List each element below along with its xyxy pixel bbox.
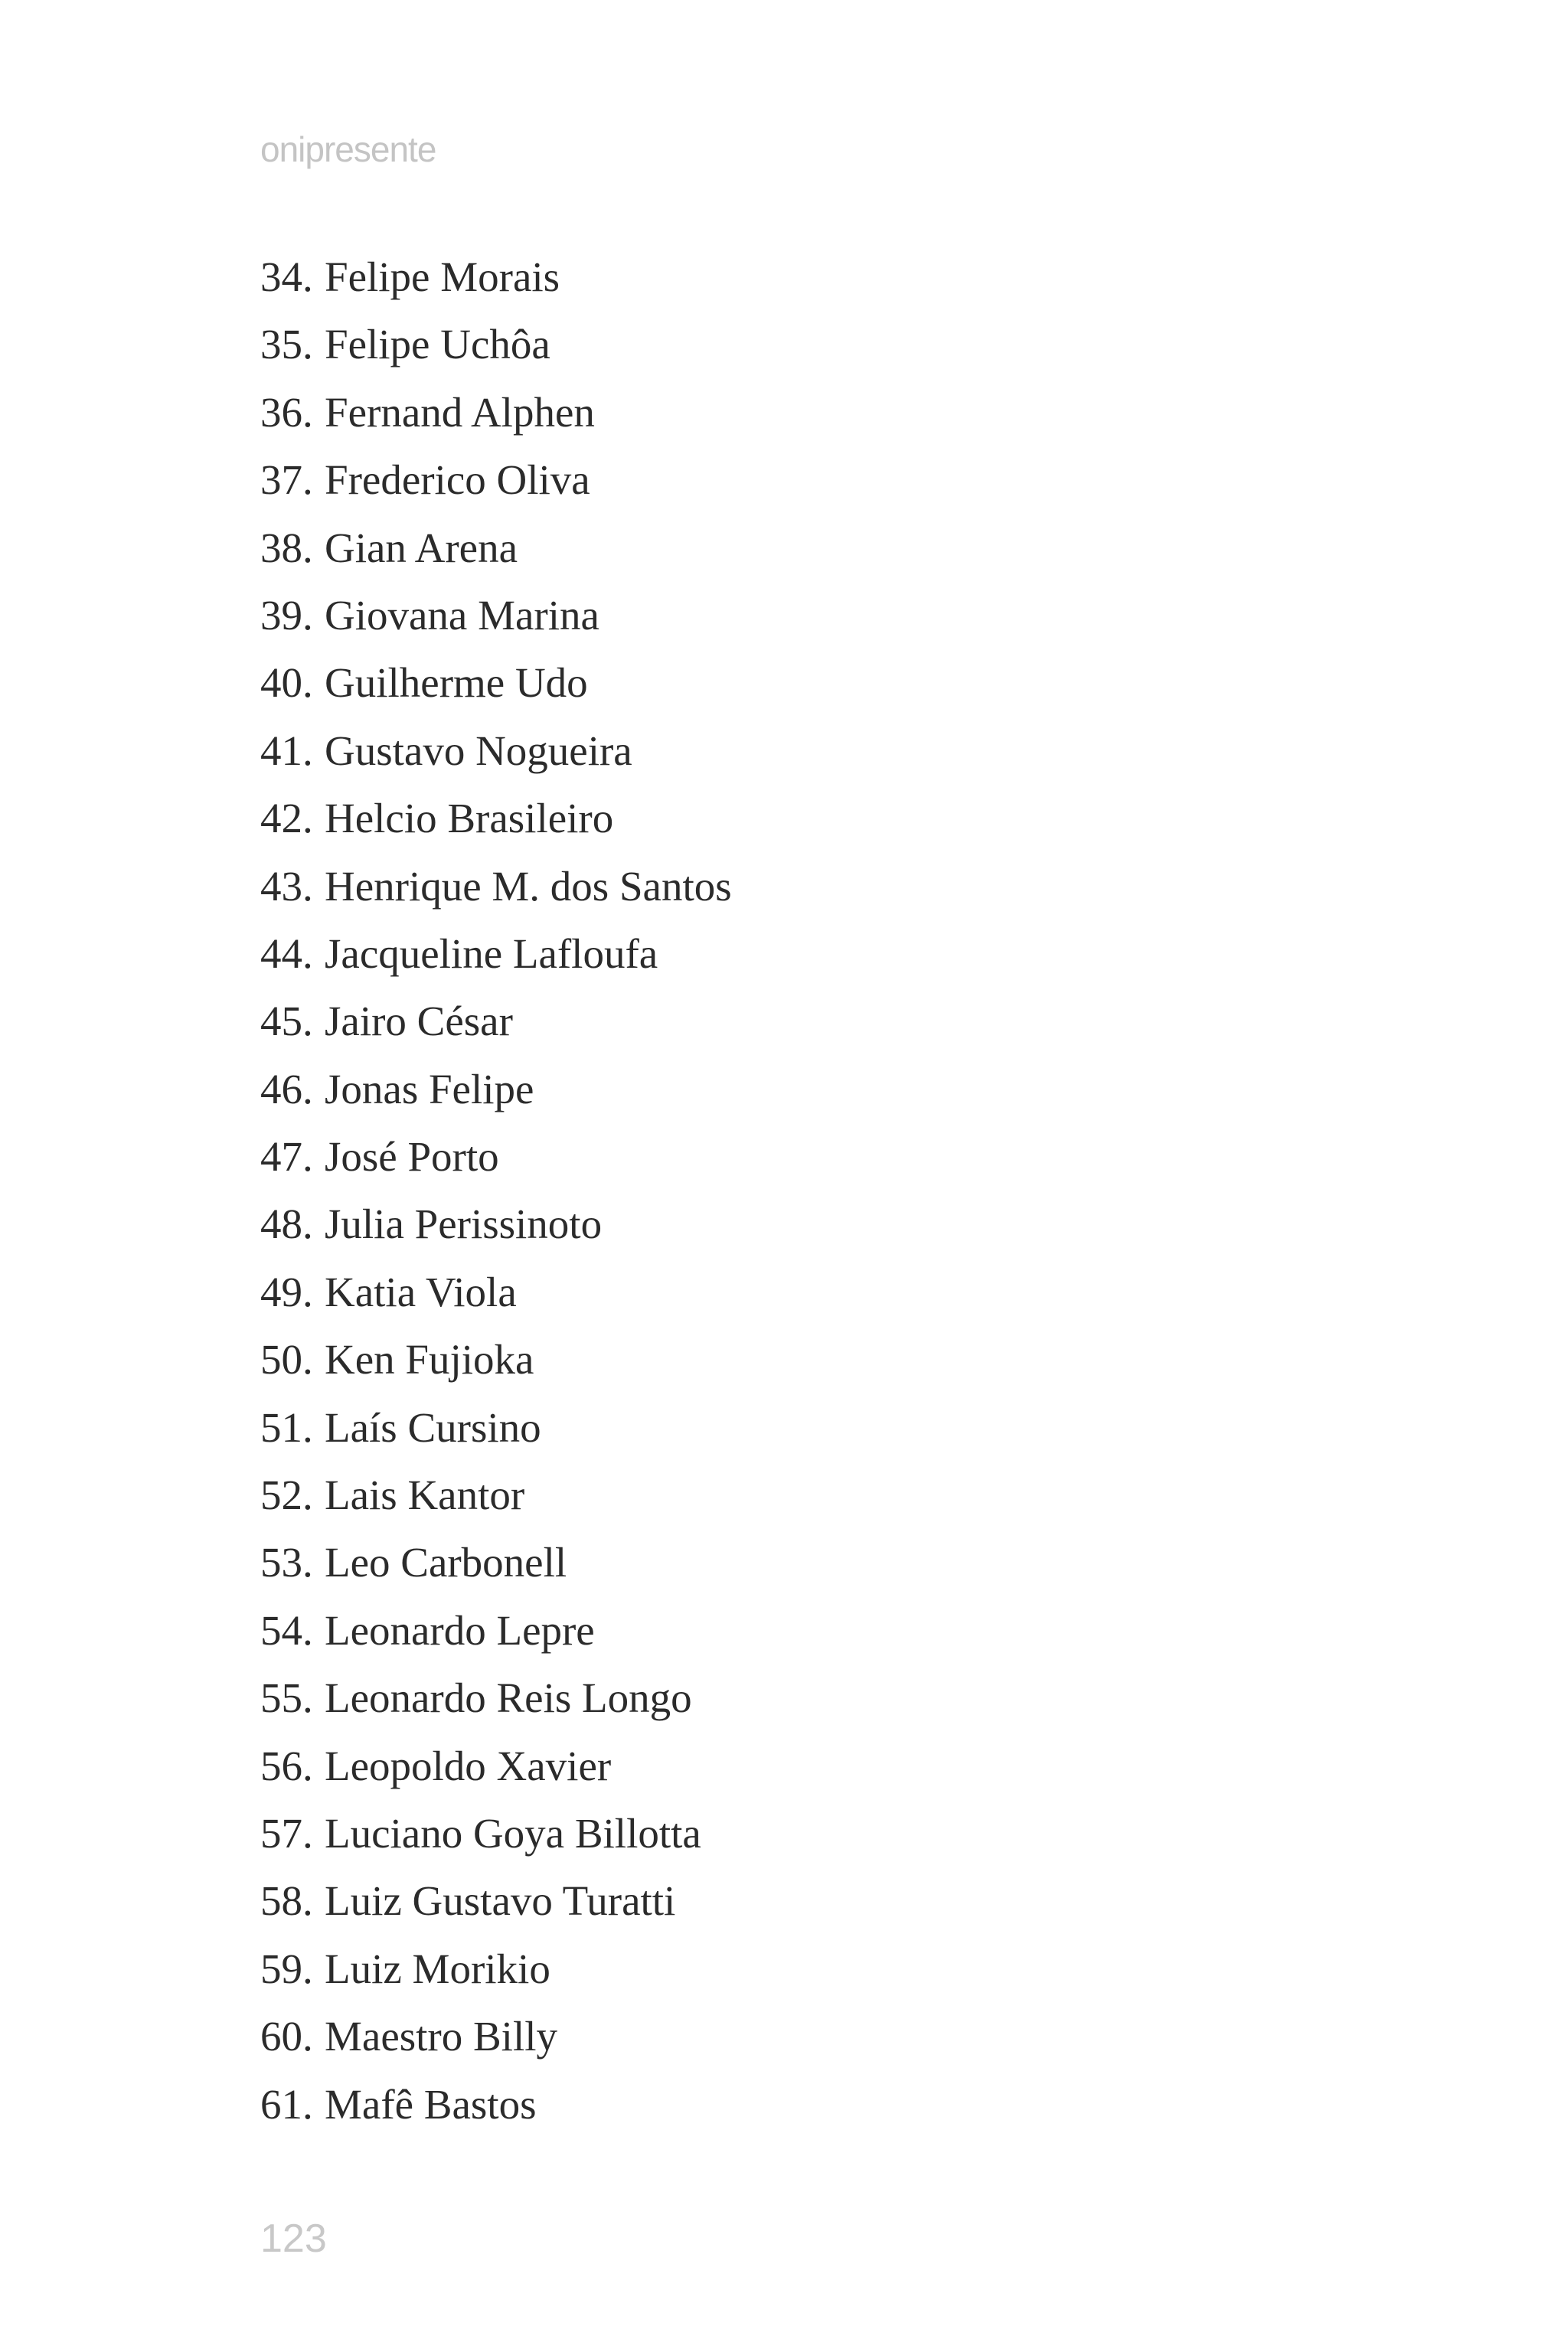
list-item-number: 51. (260, 1403, 313, 1451)
list-item-name: Henrique M. dos Santos (325, 862, 732, 910)
list-item (260, 1606, 732, 1674)
list-item-number: 35. (260, 321, 313, 368)
list-item-name: Helcio Brasileiro (325, 795, 614, 842)
list-item (260, 1538, 732, 1606)
list-item-name: Leo Carbonell (325, 1539, 567, 1586)
list-item (260, 1268, 732, 1335)
list-item-name: Felipe Morais (325, 253, 560, 300)
list-item (260, 1335, 732, 1403)
list-item-name: Laís Cursino (325, 1403, 541, 1451)
list-item-name: Mafê Bastos (325, 2080, 537, 2128)
list-item-number: 40. (260, 659, 313, 707)
list-item-number: 54. (260, 1606, 313, 1654)
list-item-name: Luiz Gustavo Turatti (325, 1877, 676, 1925)
list-item-number: 42. (260, 795, 313, 842)
list-item (260, 1200, 732, 1267)
list-item-number: 43. (260, 862, 313, 910)
list-item-number: 55. (260, 1674, 313, 1722)
list-item-number: 57. (260, 1809, 313, 1857)
list-item-name: Ken Fujioka (325, 1336, 534, 1383)
list-item (260, 929, 732, 997)
list-item-number: 52. (260, 1472, 313, 1519)
list-item-name: Gian Arena (325, 524, 518, 571)
list-item-name: Katia Viola (325, 1268, 517, 1315)
list-item (260, 1065, 732, 1132)
list-item (260, 320, 732, 387)
list-item-number: 58. (260, 1877, 313, 1925)
list-item-name: Jonas Felipe (325, 1065, 534, 1112)
list-item-number: 46. (260, 1065, 313, 1112)
list-item (260, 727, 732, 794)
list-item-name: Leopoldo Xavier (325, 1742, 612, 1789)
list-item (260, 2080, 732, 2148)
list-item (260, 1877, 732, 1944)
list-item-name: Leonardo Reis Longo (325, 1674, 692, 1722)
list-item-number: 45. (260, 998, 313, 1045)
list-item-number: 47. (260, 1133, 313, 1181)
list-item-name: Jairo César (325, 998, 513, 1045)
list-item (260, 1742, 732, 1809)
list-item (260, 1809, 732, 1877)
list-item-name: Leonardo Lepre (325, 1606, 595, 1654)
list-item (260, 1674, 732, 1741)
list-item (260, 1132, 732, 1200)
list-item-name: Felipe Uchôa (325, 321, 550, 368)
list-item (260, 591, 732, 658)
list-item (260, 253, 732, 320)
list-item (260, 658, 732, 726)
list-item-number: 39. (260, 591, 313, 639)
list-item-name: Frederico Oliva (325, 456, 590, 504)
list-item-name: Lais Kantor (325, 1472, 525, 1519)
list-item-name: Luiz Morikio (325, 1945, 550, 1992)
list-item-number: 37. (260, 456, 313, 504)
list-item-name: Giovana Marina (325, 591, 599, 639)
list-item-number: 41. (260, 727, 313, 774)
list-item-number: 48. (260, 1200, 313, 1248)
list-item-name: Jacqueline Lafloufa (325, 929, 658, 977)
running-header: onipresente (260, 129, 436, 169)
list-item-number: 49. (260, 1268, 313, 1315)
list-item-name: Guilherme Udo (325, 659, 588, 707)
list-item (260, 1471, 732, 1538)
list-item-name: Luciano Goya Billotta (325, 1809, 701, 1857)
name-list (260, 253, 732, 2148)
list-item (260, 1945, 732, 2012)
list-item (260, 388, 732, 456)
list-item-number: 61. (260, 2080, 313, 2128)
list-item-name: Fernand Alphen (325, 388, 595, 436)
list-item (260, 794, 732, 861)
list-item (260, 862, 732, 929)
list-item (260, 456, 732, 523)
list-item-number: 50. (260, 1336, 313, 1383)
list-item-number: 53. (260, 1539, 313, 1586)
list-item-name: Julia Perissinoto (325, 1200, 603, 1248)
list-item-number: 44. (260, 929, 313, 977)
list-item-number: 56. (260, 1742, 313, 1789)
list-item-number: 38. (260, 524, 313, 571)
page-number: 123 (260, 2216, 327, 2261)
list-item-number: 36. (260, 388, 313, 436)
list-item (260, 524, 732, 591)
list-item-number: 59. (260, 1945, 313, 1992)
list-item-number: 34. (260, 253, 313, 300)
list-item-number: 60. (260, 2013, 313, 2060)
list-item-name: Maestro Billy (325, 2013, 558, 2060)
list-item-name: Gustavo Nogueira (325, 727, 632, 774)
list-item-name: José Porto (325, 1133, 499, 1181)
list-item (260, 1403, 732, 1471)
list-item (260, 2012, 732, 2079)
list-item (260, 997, 732, 1064)
